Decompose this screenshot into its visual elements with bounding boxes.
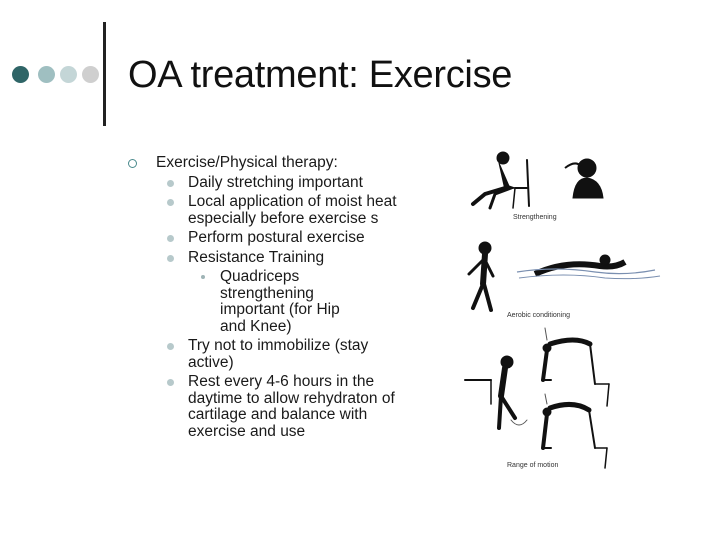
bullet-item (128, 194, 398, 227)
walking-figure (469, 242, 493, 310)
dot-light (82, 66, 99, 83)
bullet-item (128, 374, 398, 440)
title-divider (103, 22, 106, 126)
bullet-marker (167, 343, 174, 350)
bullet-main (128, 155, 398, 172)
seated-leg-extension-figure (473, 152, 529, 208)
caption-aerobic: Aerobic conditioning (507, 312, 571, 319)
bullet-item (128, 250, 398, 267)
leg-swing-figure (465, 356, 527, 428)
decorative-dots (12, 66, 102, 84)
neck-stretch-figure (565, 159, 603, 198)
chair-stretch-figure-top (543, 328, 609, 406)
bullet-text: Local application of moist heat especially before exercise s (188, 193, 397, 227)
chair-stretch-figure-bottom (543, 394, 607, 468)
bullet-text: Daily stretching important (188, 173, 363, 191)
caption-strengthening: Strengthening (513, 214, 557, 221)
bullet-marker (167, 199, 174, 206)
bullet-text: Resistance Training (188, 248, 325, 266)
bullet-text: Rest every 4-6 hours in the daytime to allow rehydraton of cartilage and balance with exercise and use (188, 373, 395, 440)
exercise-figures-svg (455, 148, 717, 478)
swimming-figure (517, 255, 660, 279)
sub-bullet-text: Quadriceps strengthening important (for Hip and Knee) (220, 268, 340, 335)
bullet-main-text: Exercise/Physical therapy: (156, 154, 338, 171)
caption-range-of-motion: Range of motion (507, 462, 559, 469)
bullet-marker (167, 255, 174, 262)
bullet-text: Perform postural exercise (188, 229, 365, 246)
bullet-marker (128, 159, 137, 168)
exercise-illustration (455, 148, 717, 478)
slide-title: OA treatment: Exercise (128, 54, 513, 96)
dot-dark (12, 66, 29, 83)
bullet-marker (167, 180, 174, 187)
bullet-list (128, 155, 398, 440)
bullet-item (128, 175, 398, 192)
bullet-text: Try not to immobilize (stay active) (188, 337, 369, 371)
sub-bullet-marker (201, 275, 205, 279)
sub-bullet-item (128, 269, 398, 335)
dot-mid-1 (38, 66, 55, 83)
bullet-marker (167, 235, 174, 242)
bullet-marker (167, 379, 174, 386)
bullet-item (128, 230, 398, 247)
bullet-item (128, 338, 398, 371)
dot-mid-2 (60, 66, 77, 83)
